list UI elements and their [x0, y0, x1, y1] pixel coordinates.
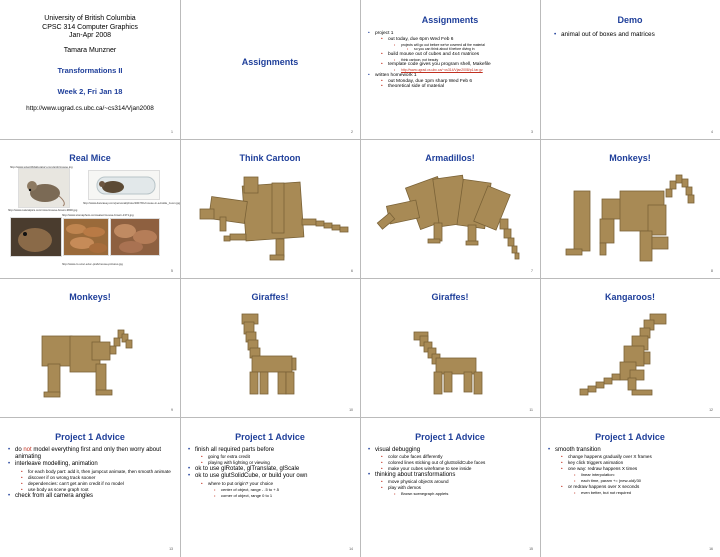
slide-real-mice[interactable] — [0, 139, 180, 278]
slide-project-advice-2[interactable] — [180, 417, 360, 556]
page-number: 6 — [351, 269, 353, 273]
image-credit: http://www.stomaphoto.com/eaten/mouse-brown-1371.jpg — [62, 213, 134, 217]
page-number: 14 — [349, 547, 353, 551]
box-monkey-model — [0, 278, 180, 417]
page-number: 2 — [351, 130, 353, 134]
slide-title-text: Project 1 Advice — [415, 432, 485, 442]
bullet: • ok to use glRotate, glTranslate, glScale — [188, 466, 356, 473]
page-number: 4 — [711, 130, 713, 134]
slide-title-text: Assignments — [421, 15, 479, 25]
lecture-topic: Transformations II — [57, 66, 123, 75]
slide-title-text: Project 1 Advice — [235, 432, 305, 442]
brown-mouse-photo — [10, 217, 62, 257]
term-line: Jan-Apr 2008 — [68, 32, 112, 39]
image-credit: http://www.naturalpics.com/mice/mouse-brown-3800.jpg — [8, 208, 78, 212]
page-number: 12 — [709, 408, 713, 412]
bullet: • do not model everything first and only then worry about animating — [8, 447, 176, 461]
page-number: 16 — [709, 547, 713, 551]
slide-project-advice-3[interactable] — [360, 417, 540, 556]
lecture-week: Week 2, Fri Jan 18 — [57, 86, 123, 96]
slide-kangaroos[interactable] — [540, 278, 720, 417]
mice-pile-photo — [63, 218, 109, 256]
box-giraffe-model — [180, 278, 360, 417]
template-code-link[interactable]: http://www.ugrad.cs.ubc.ca/~cs314/Vjan2008/p1.tar.gz — [401, 68, 483, 73]
page-number: 11 — [529, 408, 533, 412]
mouse-photo — [18, 168, 70, 208]
page-number: 7 — [531, 269, 533, 273]
course-line: CPSC 314 Computer Graphics — [42, 23, 138, 31]
slide-giraffes[interactable] — [180, 278, 360, 417]
author: Tamara Munzner — [63, 46, 117, 54]
bullet: • thinking about transformations • move physical objects around • play with demos • Brown scenegraph applets — [368, 472, 536, 497]
course-url[interactable]: http://www.ugrad.cs.ubc.ca/~cs314/Vjan2008 — [26, 105, 154, 112]
mouse-in-bottle-photo — [88, 170, 160, 200]
mice-group-photo — [110, 218, 160, 256]
bullet: • finish all required parts before • going for extra credit • playing with lighting or viewing — [188, 447, 356, 466]
page-number: 13 — [169, 547, 173, 551]
slide-assignments[interactable] — [360, 0, 540, 139]
slide-title-text: Think Cartoon — [239, 153, 301, 163]
bullet: • project 1 • out today, due 6pm Wed Feb 6 • projects will go out before we've covered all the material • so you can think about it before diving in • build mouse out of cubes and 4x4 matrices • think cartoon, not beauty • template code gives you program shell, Makefile • http://www.ugrad.cs.ubc.ca/~cs314/Vjan2008/p1.tar.gz — [368, 31, 534, 73]
box-kangaroo-model — [540, 278, 720, 417]
page-number: 1 — [171, 130, 173, 134]
slide-project-advice-1[interactable] — [0, 417, 180, 556]
slide-title-text: Giraffes! — [251, 292, 289, 302]
box-armadillo-model — [360, 139, 540, 278]
slide-title-text: Kangaroos! — [604, 292, 655, 302]
slide-title-text: Project 1 Advice — [595, 432, 665, 442]
slide-title-text: Giraffes! — [431, 292, 469, 302]
image-credit: http://www.cs.ucsc.edu/~prab/mouse-pictures.jpg — [62, 262, 123, 266]
slide-title-text: Project 1 Advice — [55, 432, 125, 442]
slide-think-cartoon[interactable] — [180, 139, 360, 278]
page-number: 15 — [529, 547, 533, 551]
slide-title-text: Assignments — [241, 57, 299, 67]
bullet: • smooth transition • change happens gradually over X frames • key click triggers animation • one way: redraw happens X times • linear interpolation: • each time, param += (new-old)/30 • or redraw happens over X seconds • even better, but not required — [548, 447, 716, 496]
bullet: • visual debugging • color cube faces differently • colored lines sticking out of glutSolidCube faces • make your cubes wireframe to see inside — [368, 447, 536, 472]
slide-title-text: Real Mice — [69, 153, 111, 163]
slide-demo[interactable] — [540, 0, 720, 139]
slide-monkeys[interactable] — [540, 139, 720, 278]
slide-title-text: Monkeys! — [69, 292, 111, 302]
bullet: • written homework 1 • out Monday, due 1pm sharp Wed Feb 6 • theoretical side of material — [368, 73, 534, 91]
slide-assignments-title[interactable] — [180, 0, 360, 139]
page-number: 9 — [171, 408, 173, 412]
image-credit: http://www.dancasey.com/personal/photo/2007/01/mouse-in-a-bottle_zoom.jpg — [83, 201, 180, 205]
slide-giraffes-2[interactable] — [360, 278, 540, 417]
bullet: • interleave modelling, animation • for each body part: add it, then jumpcut animate, then smooth animate • discover if on wrong track sooner • dependencies: can't get anim credit if no model • use body as scene graph root — [8, 461, 176, 492]
box-giraffe-model — [360, 278, 540, 417]
bullet: • ok to use glutSolidCube, or build your own • where to put origin? your choice • center of object, range - .5 to +.5 • corner of object, range 0 to 1 — [188, 473, 356, 498]
slide-title-text: Demo — [617, 15, 643, 25]
page-number: 8 — [711, 269, 713, 273]
slide-monkeys-2[interactable] — [0, 278, 180, 417]
box-mouse-model — [180, 139, 360, 278]
page-number: 3 — [531, 130, 533, 134]
page-number: 10 — [349, 408, 353, 412]
page-number: 5 — [171, 269, 173, 273]
bullet: • check from all camera angles — [8, 493, 176, 500]
slide-project-advice-4[interactable] — [540, 417, 720, 556]
bullet: • animal out of boxes and matrices — [554, 31, 714, 38]
slide-title-text: Monkeys! — [609, 153, 651, 163]
image-credit: http://www.scientificlaboratory.com/amb/mouse.jpg — [10, 165, 73, 169]
slide-title[interactable] — [0, 0, 180, 139]
slide-title-text: Armadillos! — [425, 153, 475, 163]
slide-armadillos[interactable] — [360, 139, 540, 278]
university-line: University of British Columbia — [44, 15, 136, 22]
box-monkey-model — [540, 139, 720, 278]
